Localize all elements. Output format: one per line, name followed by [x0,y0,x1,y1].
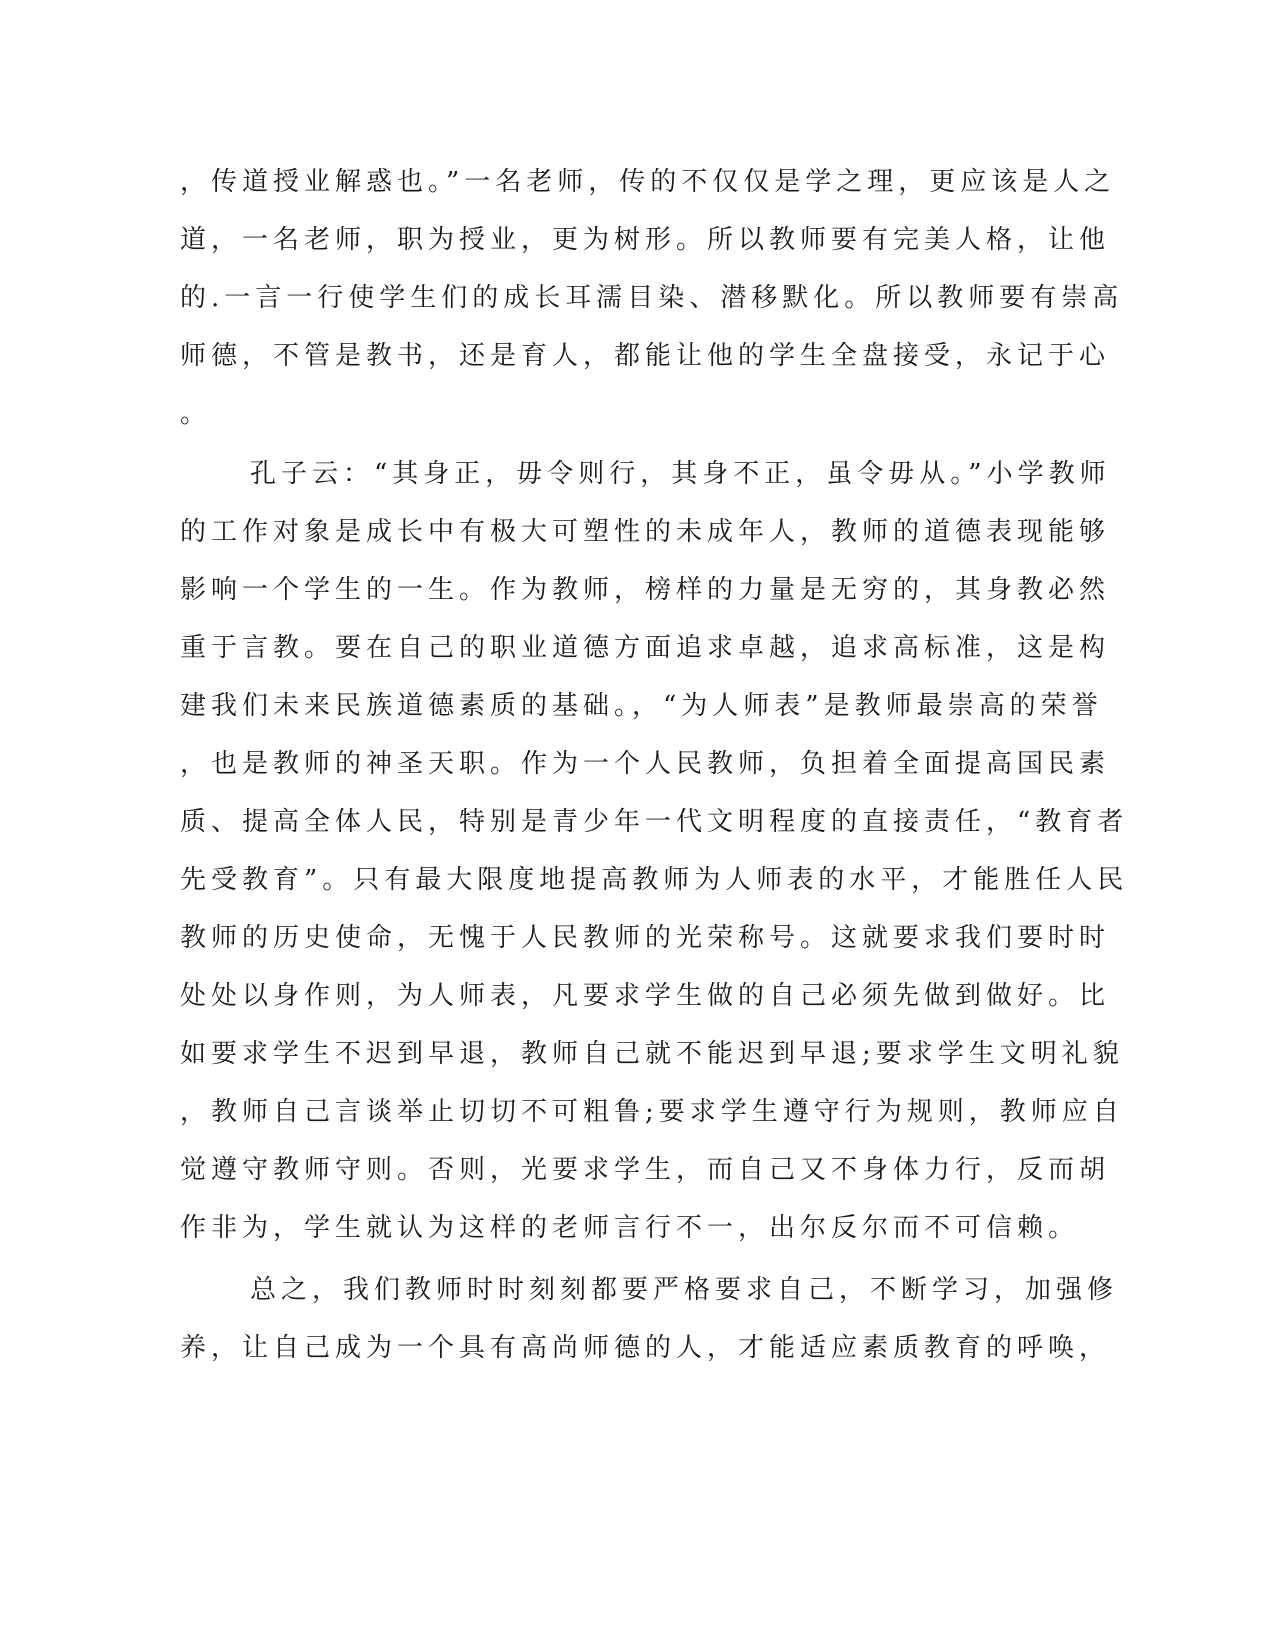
text-line: 重于言教。要在自己的职业道德方面追求卓越，追求高标准，这是构 [180,633,1111,663]
text-line: 孔子云：“其身正，毋令则行，其身不正，虽令毋从。”小学教师 [250,459,1111,489]
text-line: ，传道授业解惑也。”一名老师，传的不仅仅是学之理，更应该是人之 [180,167,1116,197]
text-line: ，教师自己言谈举止切切不可粗鲁;要求学生遵守行为规则，教师应自 [180,1097,1124,1127]
text-line: 教师的历史使命，无愧于人民教师的光荣称号。这就要求我们要时时 [180,923,1111,953]
text-line: 道，一名老师，职为授业，更为树形。所以教师要有完美人格，让他 [180,225,1111,255]
text-line: ，也是教师的神圣天职。作为一个人民教师，负担着全面提高国民素 [180,749,1111,779]
text-line: 作非为，学生就认为这样的老师言行不一，出尔反尔而不可信赖。 [180,1213,1080,1243]
text-line: 如要求学生不迟到早退，教师自己就不能迟到早退;要求学生文明礼貌 [180,1039,1124,1069]
text-line: 质、提高全体人民，特别是青少年一代文明程度的直接责任，“教育者 [180,807,1129,837]
text-line: 总之，我们教师时时刻刻都要严格要求自己，不断学习，加强修 [250,1275,1119,1305]
text-line: 的工作对象是成长中有极大可塑性的未成年人，教师的道德表现能够 [180,517,1111,547]
text-line: 建我们未来民族道德素质的基础。，“为人师表”是教师最崇高的荣誉 [180,691,1103,721]
text-line: 养，让自己成为一个具有高尚师德的人，才能适应素质教育的呼唤， [180,1333,1111,1363]
text-line: 觉遵守教师守则。否则，光要求学生，而自己又不身体力行，反而胡 [180,1155,1111,1185]
text-line: 影响一个学生的一生。作为教师，榜样的力量是无穷的，其身教必然 [180,575,1111,605]
text-line: 先受教育”。只有最大限度地提高教师为人师表的水平，才能胜任人民 [180,865,1129,895]
text-line: 处处以身作则，为人师表，凡要求学生做的自己必须先做到做好。比 [180,981,1111,1011]
text-line: 师德，不管是教书，还是育人，都能让他的学生全盘接受，永记于心 [180,341,1111,371]
text-line: 的.一言一行使学生们的成长耳濡目染、潜移默化。所以教师要有崇高 [180,283,1124,313]
text-line: 。 [180,399,212,429]
